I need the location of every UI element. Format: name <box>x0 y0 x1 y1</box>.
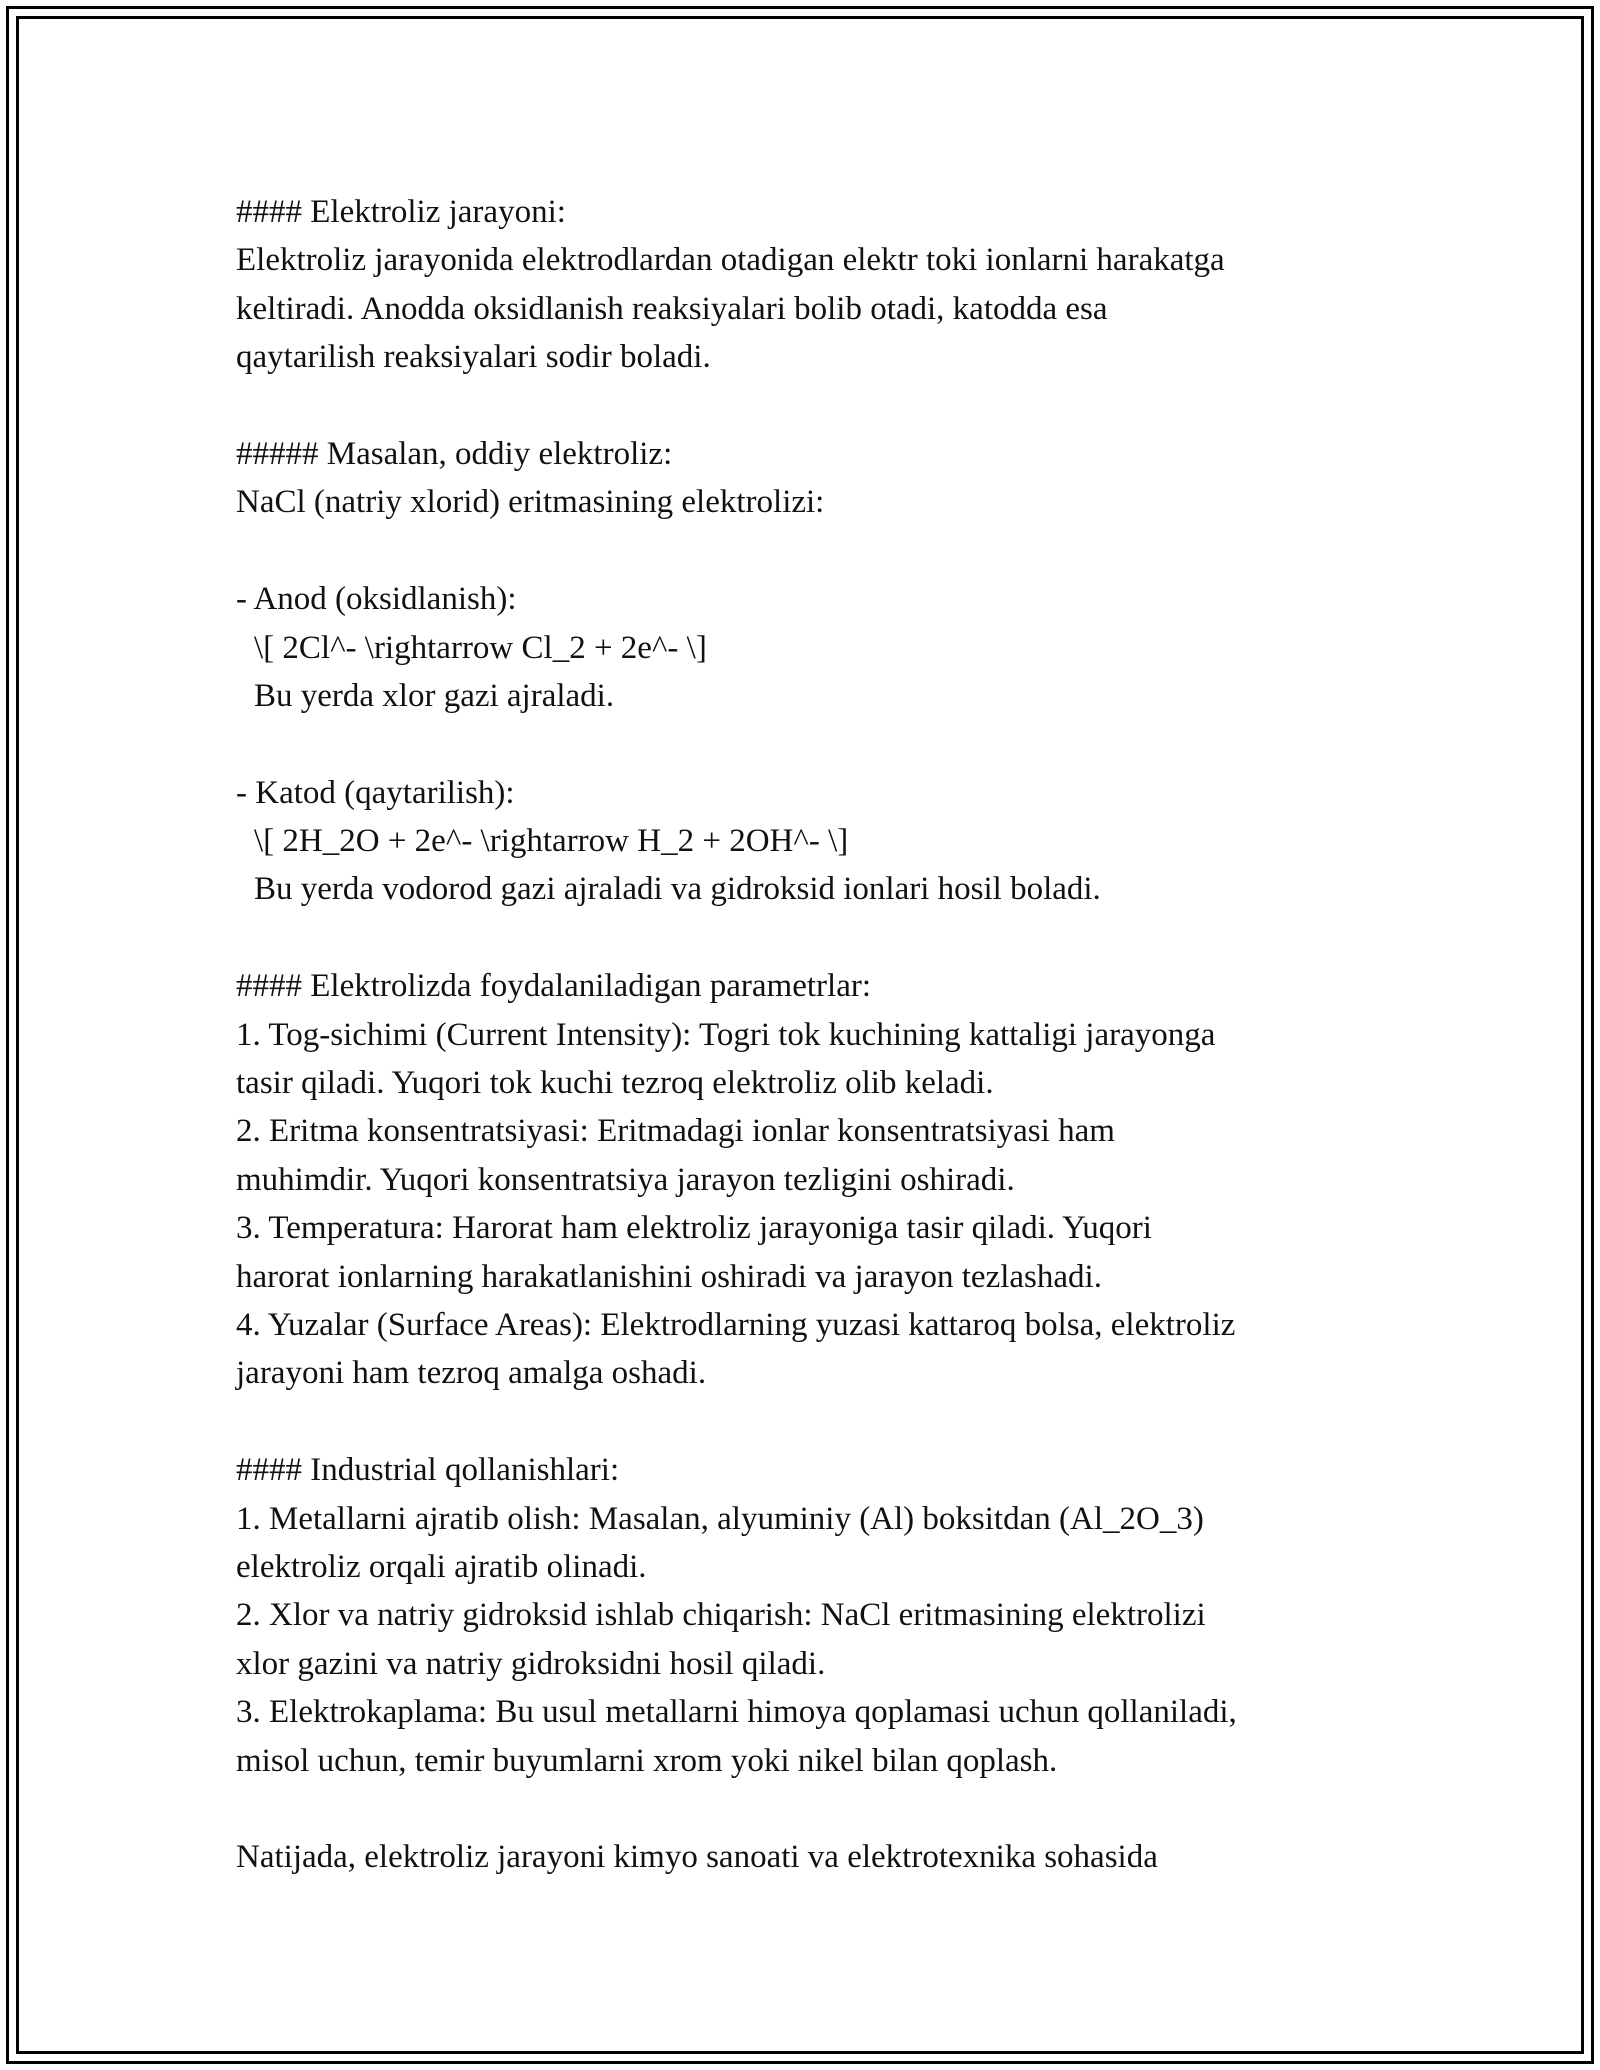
section-heading-electrolysis-process: #### Elektroliz jarayoni: <box>236 194 566 230</box>
list-item-line: jarayoni ham tezroq amalga oshadi. <box>236 1355 707 1392</box>
cathode-label: - Katod (qaytarilish): <box>236 774 515 811</box>
list-item-line: 1. Metallarni ajratib olish: Masalan, alyuminiy (Al) boksitdan (Al_2O_3) <box>236 1500 1204 1537</box>
document-body <box>236 188 1376 1882</box>
list-item-line: xlor gazini va natriy gidroksidni hosil qiladi. <box>236 1645 826 1682</box>
anode-label: - Anod (oksidlanish): <box>236 581 517 618</box>
example-intro: NaCl (natriy xlorid) eritmasining elektrolizi: <box>236 484 825 521</box>
list-item-line: misol uchun, temir buyumlarni xrom yoki nikel bilan qoplash. <box>236 1742 1058 1779</box>
conclusion-line: Natijada, elektroliz jarayoni kimyo sanoati va elektrotexnika sohasida <box>236 1839 1158 1876</box>
anode-note: Bu yerda xlor gazi ajraladi. <box>254 677 615 714</box>
list-item-line: 3. Temperatura: Harorat ham elektroliz jarayoniga tasir qiladi. Yuqori <box>236 1210 1152 1247</box>
section-heading-industrial: #### Industrial qollanishlari: <box>236 1452 620 1489</box>
list-item-line: harorat ionlarning harakatlanishini oshiradi va jarayon tezlashadi. <box>236 1258 1102 1295</box>
list-item-line: tasir qiladi. Yuqori tok kuchi tezroq elektroliz olib keladi. <box>236 1065 994 1102</box>
cathode-note: Bu yerda vodorod gazi ajraladi va gidroksid ionlari hosil boladi. <box>254 871 1101 908</box>
blank-line <box>236 1785 1376 1833</box>
list-item-line: 2. Xlor va natriy gidroksid ishlab chiqarish: NaCl eritmasining elektrolizi <box>236 1597 1206 1634</box>
blank-line <box>236 720 1376 768</box>
blank-line <box>236 1398 1376 1446</box>
list-item-line: 1. Tog-sichimi (Current Intensity): Togri tok kuchining kattaligi jarayonga <box>236 1016 1216 1053</box>
section-heading-example: ##### Masalan, oddiy elektroliz: <box>236 435 673 472</box>
anode-formula: \[ 2Cl^- \rightarrow Cl_2 + 2e^- \] <box>254 629 707 666</box>
paragraph-line: keltiradi. Anodda oksidlanish reaksiyalari bolib otadi, katodda esa <box>236 290 1108 327</box>
paragraph-line: qaytarilish reaksiyalari sodir boladi. <box>236 339 711 376</box>
list-item-line: 3. Elektrokaplama: Bu usul metallarni himoya qoplamasi uchun qollaniladi, <box>236 1694 1237 1731</box>
list-item-line: 2. Eritma konsentratsiyasi: Eritmadagi ionlar konsentratsiyasi ham <box>236 1113 1115 1150</box>
blank-line <box>236 914 1376 962</box>
list-item-line: muhimdir. Yuqori konsentratsiya jarayon tezligini oshiradi. <box>236 1161 1015 1198</box>
section-heading-parameters: #### Elektrolizda foydalaniladigan parametrlar: <box>236 968 871 1005</box>
blank-line <box>236 382 1376 430</box>
list-item-line: 4. Yuzalar (Surface Areas): Elektrodlarning yuzasi kattaroq bolsa, elektroliz <box>236 1306 1236 1343</box>
cathode-formula: \[ 2H_2O + 2e^- \rightarrow H_2 + 2OH^- \] <box>254 823 849 860</box>
blank-line <box>236 527 1376 575</box>
list-item-line: elektroliz orqali ajratib olinadi. <box>236 1548 647 1585</box>
paragraph-line: Elektroliz jarayonida elektrodlardan otadigan elektr toki ionlarni harakatga <box>236 242 1225 279</box>
